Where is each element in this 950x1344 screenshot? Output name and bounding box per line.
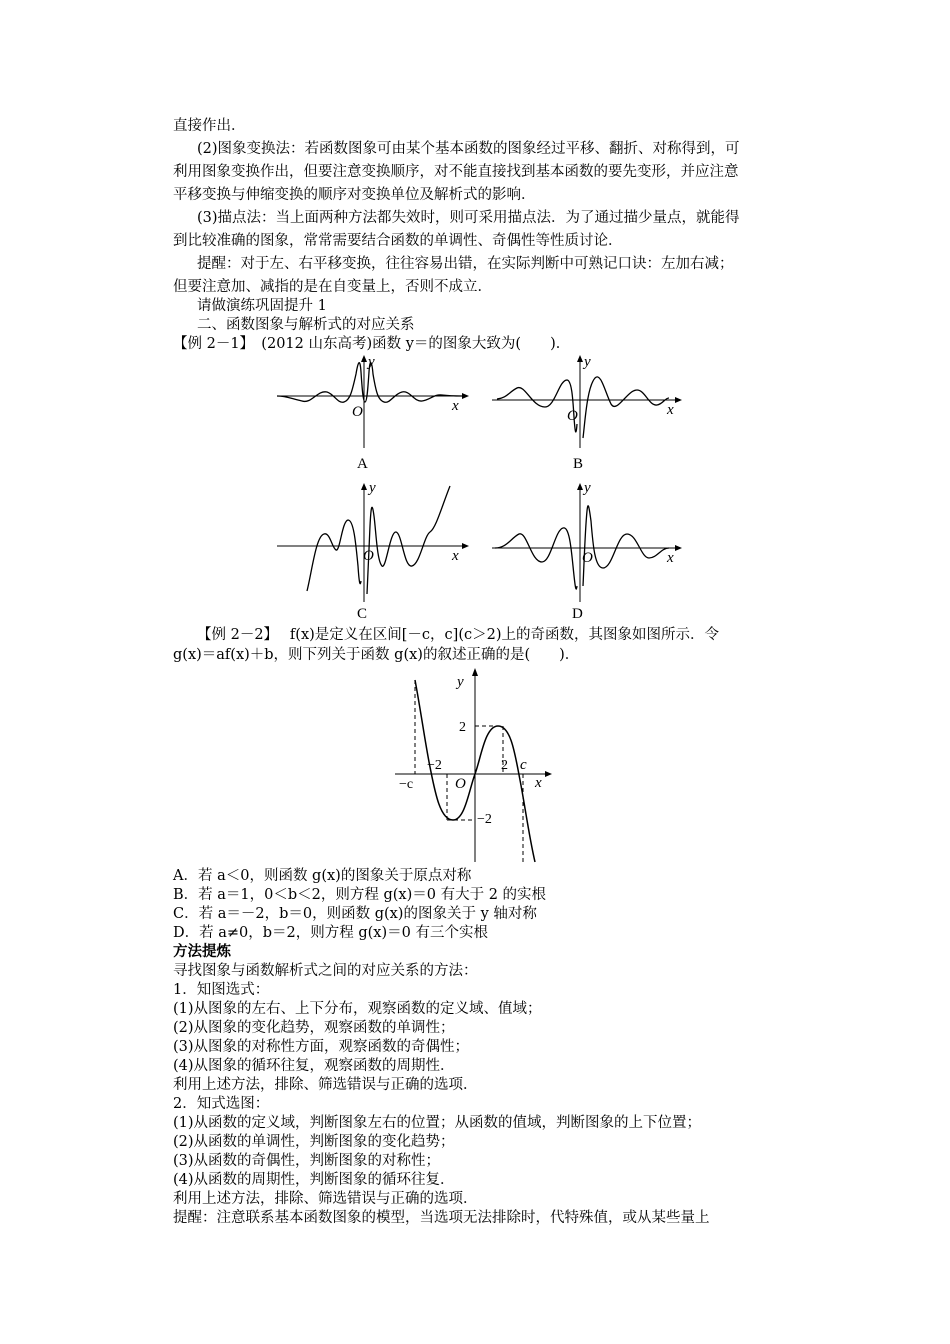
text-line: 直接作出．	[173, 118, 246, 134]
method-line: (4)从函数的周期性，判断图象的循环往复．	[173, 1172, 455, 1188]
graph-option-d	[487, 476, 687, 606]
graph-odd-function	[395, 662, 555, 867]
text-line: 利用图象变换作出，但要注意变换顺序，对不能直接找到基本函数的要先变形，并应注意	[173, 164, 739, 180]
text-line: 到比较准确的图象，常常需要结合函数的单调性、奇偶性等性质讨论．	[173, 233, 623, 249]
y-axis-label: y	[457, 674, 464, 690]
y-axis-label: y	[584, 354, 591, 370]
option-d: D．若 a≠0，b＝2，则方程 g(x)＝0 有三个实根	[173, 925, 488, 941]
y-axis-label: y	[369, 480, 376, 496]
graph-label-c: C	[357, 606, 368, 622]
graph-label-d: D	[572, 606, 583, 622]
text-line: 提醒：对于左、右平移变换，往往容易出错，在实际判断中可熟记口诀：左加右减；	[197, 256, 734, 272]
method-line: (1)从图象的左右、上下分布，观察函数的定义域、值域；	[173, 1001, 542, 1017]
graph-option-c	[272, 476, 472, 606]
option-b: B．若 a＝1，0＜b＜2，则方程 g(x)＝0 有大于 2 的实根	[173, 887, 547, 903]
option-c: C．若 a＝－2，b＝0，则函数 g(x)的图象关于 y 轴对称	[173, 906, 537, 922]
graph-option-b	[487, 352, 687, 452]
tick-label-c: c	[520, 757, 527, 773]
tick-label-neg-c: −c	[399, 777, 414, 792]
method-line: (3)从函数的奇偶性，判断图象的对称性；	[173, 1153, 441, 1169]
method-line: 1．知图选式：	[173, 982, 270, 998]
text-line: 二、函数图象与解析式的对应关系	[197, 317, 415, 333]
origin-label: O	[455, 776, 466, 792]
option-a: A．若 a＜0，则函数 g(x)的图象关于原点对称	[173, 868, 472, 884]
method-line: (1)从函数的定义域，判断图象左右的位置；从函数的值域，判断图象的上下位置；	[173, 1115, 702, 1131]
graph-option-a	[272, 352, 472, 452]
graph-label-a: A	[357, 456, 368, 472]
example-2-1-question: 【例 2－1】 (2012 山东高考)函数 y＝的图象大致为( )．	[173, 336, 571, 352]
method-title: 方法提炼	[173, 944, 231, 960]
origin-label: O	[363, 548, 374, 564]
tick-label-y-neg2: −2	[477, 812, 492, 827]
method-line: 寻找图象与函数解析式之间的对应关系的方法：	[173, 963, 478, 979]
text-line: (2)图象变换法：若函数图象可由某个基本函数的图象经过平移、翻折、对称得到，可	[197, 141, 740, 157]
text-line: 但要注意加、减指的是在自变量上，否则不成立．	[173, 279, 492, 295]
method-line: 提醒：注意联系基本函数图象的模型，当选项无法排除时，代特殊值，或从某些量上	[173, 1210, 710, 1226]
method-line: (2)从函数的单调性，判断图象的变化趋势；	[173, 1134, 455, 1150]
x-axis-label: x	[667, 402, 674, 418]
tick-label-x-2: 2	[501, 758, 508, 773]
method-line: (2)从图象的变化趋势，观察函数的单调性；	[173, 1020, 455, 1036]
x-axis-label: x	[452, 548, 459, 564]
text-line: 请做演练巩固提升 1	[197, 298, 327, 314]
x-axis-label: x	[535, 775, 542, 791]
tick-label-x-neg2: −2	[427, 758, 442, 773]
tick-label-y-2: 2	[459, 720, 466, 735]
y-axis-label: y	[368, 354, 375, 370]
example-2-2-question-cont: g(x)＝af(x)＋b，则下列关于函数 g(x)的叙述正确的是( )．	[173, 647, 580, 663]
origin-label: O	[567, 408, 578, 424]
y-axis-label: y	[584, 480, 591, 496]
method-line: 利用上述方法，排除、筛选错误与正确的选项．	[173, 1077, 478, 1093]
origin-label: O	[352, 404, 363, 420]
x-axis-label: x	[452, 398, 459, 414]
method-line: 2．知式选图：	[173, 1096, 270, 1112]
method-line: 利用上述方法，排除、筛选错误与正确的选项．	[173, 1191, 478, 1207]
x-axis-label: x	[667, 550, 674, 566]
text-line: (3)描点法：当上面两种方法都失效时，则可采用描点法．为了通过描少量点，就能得	[197, 210, 740, 226]
graph-label-b: B	[573, 456, 584, 472]
text-line: 平移变换与伸缩变换的顺序对变换单位及解析式的影响．	[173, 187, 536, 203]
method-line: (3)从图象的对称性方面，观察函数的奇偶性；	[173, 1039, 470, 1055]
example-2-2-question: 【例 2－2】 f(x)是定义在区间[－c，c](c＞2)上的奇函数，其图象如图所示．令	[197, 627, 719, 643]
method-line: (4)从图象的循环往复，观察函数的周期性．	[173, 1058, 455, 1074]
origin-label: O	[582, 550, 593, 566]
